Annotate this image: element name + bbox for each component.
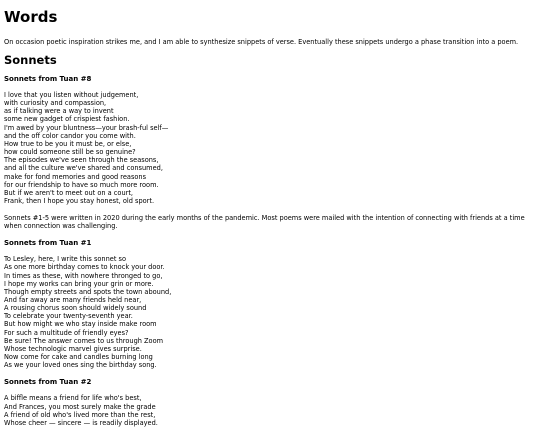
page-title: Words [4,8,58,26]
poem-line: Be sure! The answer comes to us through Zoom [4,336,164,345]
poem-tuan-8 [4,91,536,205]
poem-tuan-1 [4,255,536,369]
intro-paragraph: On occasion poetic inspiration strikes me, and I am able to synthesize snippets of verse. Eventually these snippets undergo a phase transition into a poem. [4,38,519,46]
poem-line: and all the culture we've shared and consumed, [4,164,163,173]
poem-line: some new gadget of crispiest fashion. [4,115,130,124]
poem-line: A rousing chorus soon should widely sound [4,304,147,313]
poem-line: as if talking were a way to invent [4,107,114,116]
poem-line: I'm awed by your bluntness—your brash-ful self— [4,123,169,132]
poem-line: As one more birthday comes to knock your door. [4,263,165,272]
poem-line: Though empty streets and spots the town abound, [4,287,172,296]
poem-line: I love that you listen without judgement, [4,91,139,99]
poem-line: Whose cheer — sincere — is readily displayed. [4,418,158,427]
poem-line: make for fond memories and good reasons [4,172,147,181]
poem-line: Frank, then I hope you stay honest, old sport. [4,197,155,206]
poem-line: how could someone still be so genuine? [4,148,136,157]
poem-heading-tuan-8: Sonnets from Tuan #8 [4,75,92,83]
poem-line: To celebrate your twenty-seventh year. [4,312,133,321]
poem-line: and the off color candor you come with. [4,131,136,140]
poem-line: Now come for cake and candles burning long [4,353,153,362]
poem-line: For such a multitude of friendly eyes? [4,328,129,337]
poem-line: And Frances, you most surely make the grade [4,402,156,411]
section-title-sonnets: Sonnets [4,53,57,67]
poem-line: A friend of old who's lived more than the rest, [4,410,156,419]
poem-line: The episodes we've seen through the seasons, [4,156,159,165]
poem-heading-tuan-2: Sonnets from Tuan #2 [4,378,92,387]
poem-line: As we your loved ones sing the birthday song. [4,361,157,370]
poem-heading-tuan-1: Sonnets from Tuan #1 [4,239,92,248]
poem-line: But how might we who stay inside make room [4,320,157,329]
poem-tuan-2 [4,394,536,427]
poem-line: In times as these, with nowhere thronged to go, [4,271,163,280]
poem-line: To Lesley, here, I write this sonnet so [4,255,126,264]
poem-line: I hope my works can bring your grin or more. [4,279,154,288]
poem-line: But if we aren't to meet out on a court, [4,188,134,197]
poem-line: Whose technologic marvel gives surprise. [4,344,142,353]
poem-line: for our friendship to have so much more room. [4,180,159,189]
pandemic-note: Sonnets #1-5 were written in 2020 during the early months of the pandemic. Most poems were mailed with the intention of connecting with friends at a time when connection was challenging. [4,214,525,231]
poem-line: A biffle means a friend for life who's best, [4,394,142,403]
poem-line: And far away are many friends held near, [4,295,142,304]
poem-line: with curiosity and compassion, [4,99,107,108]
poem-line: How true to be you it must be, or else, [4,139,132,148]
